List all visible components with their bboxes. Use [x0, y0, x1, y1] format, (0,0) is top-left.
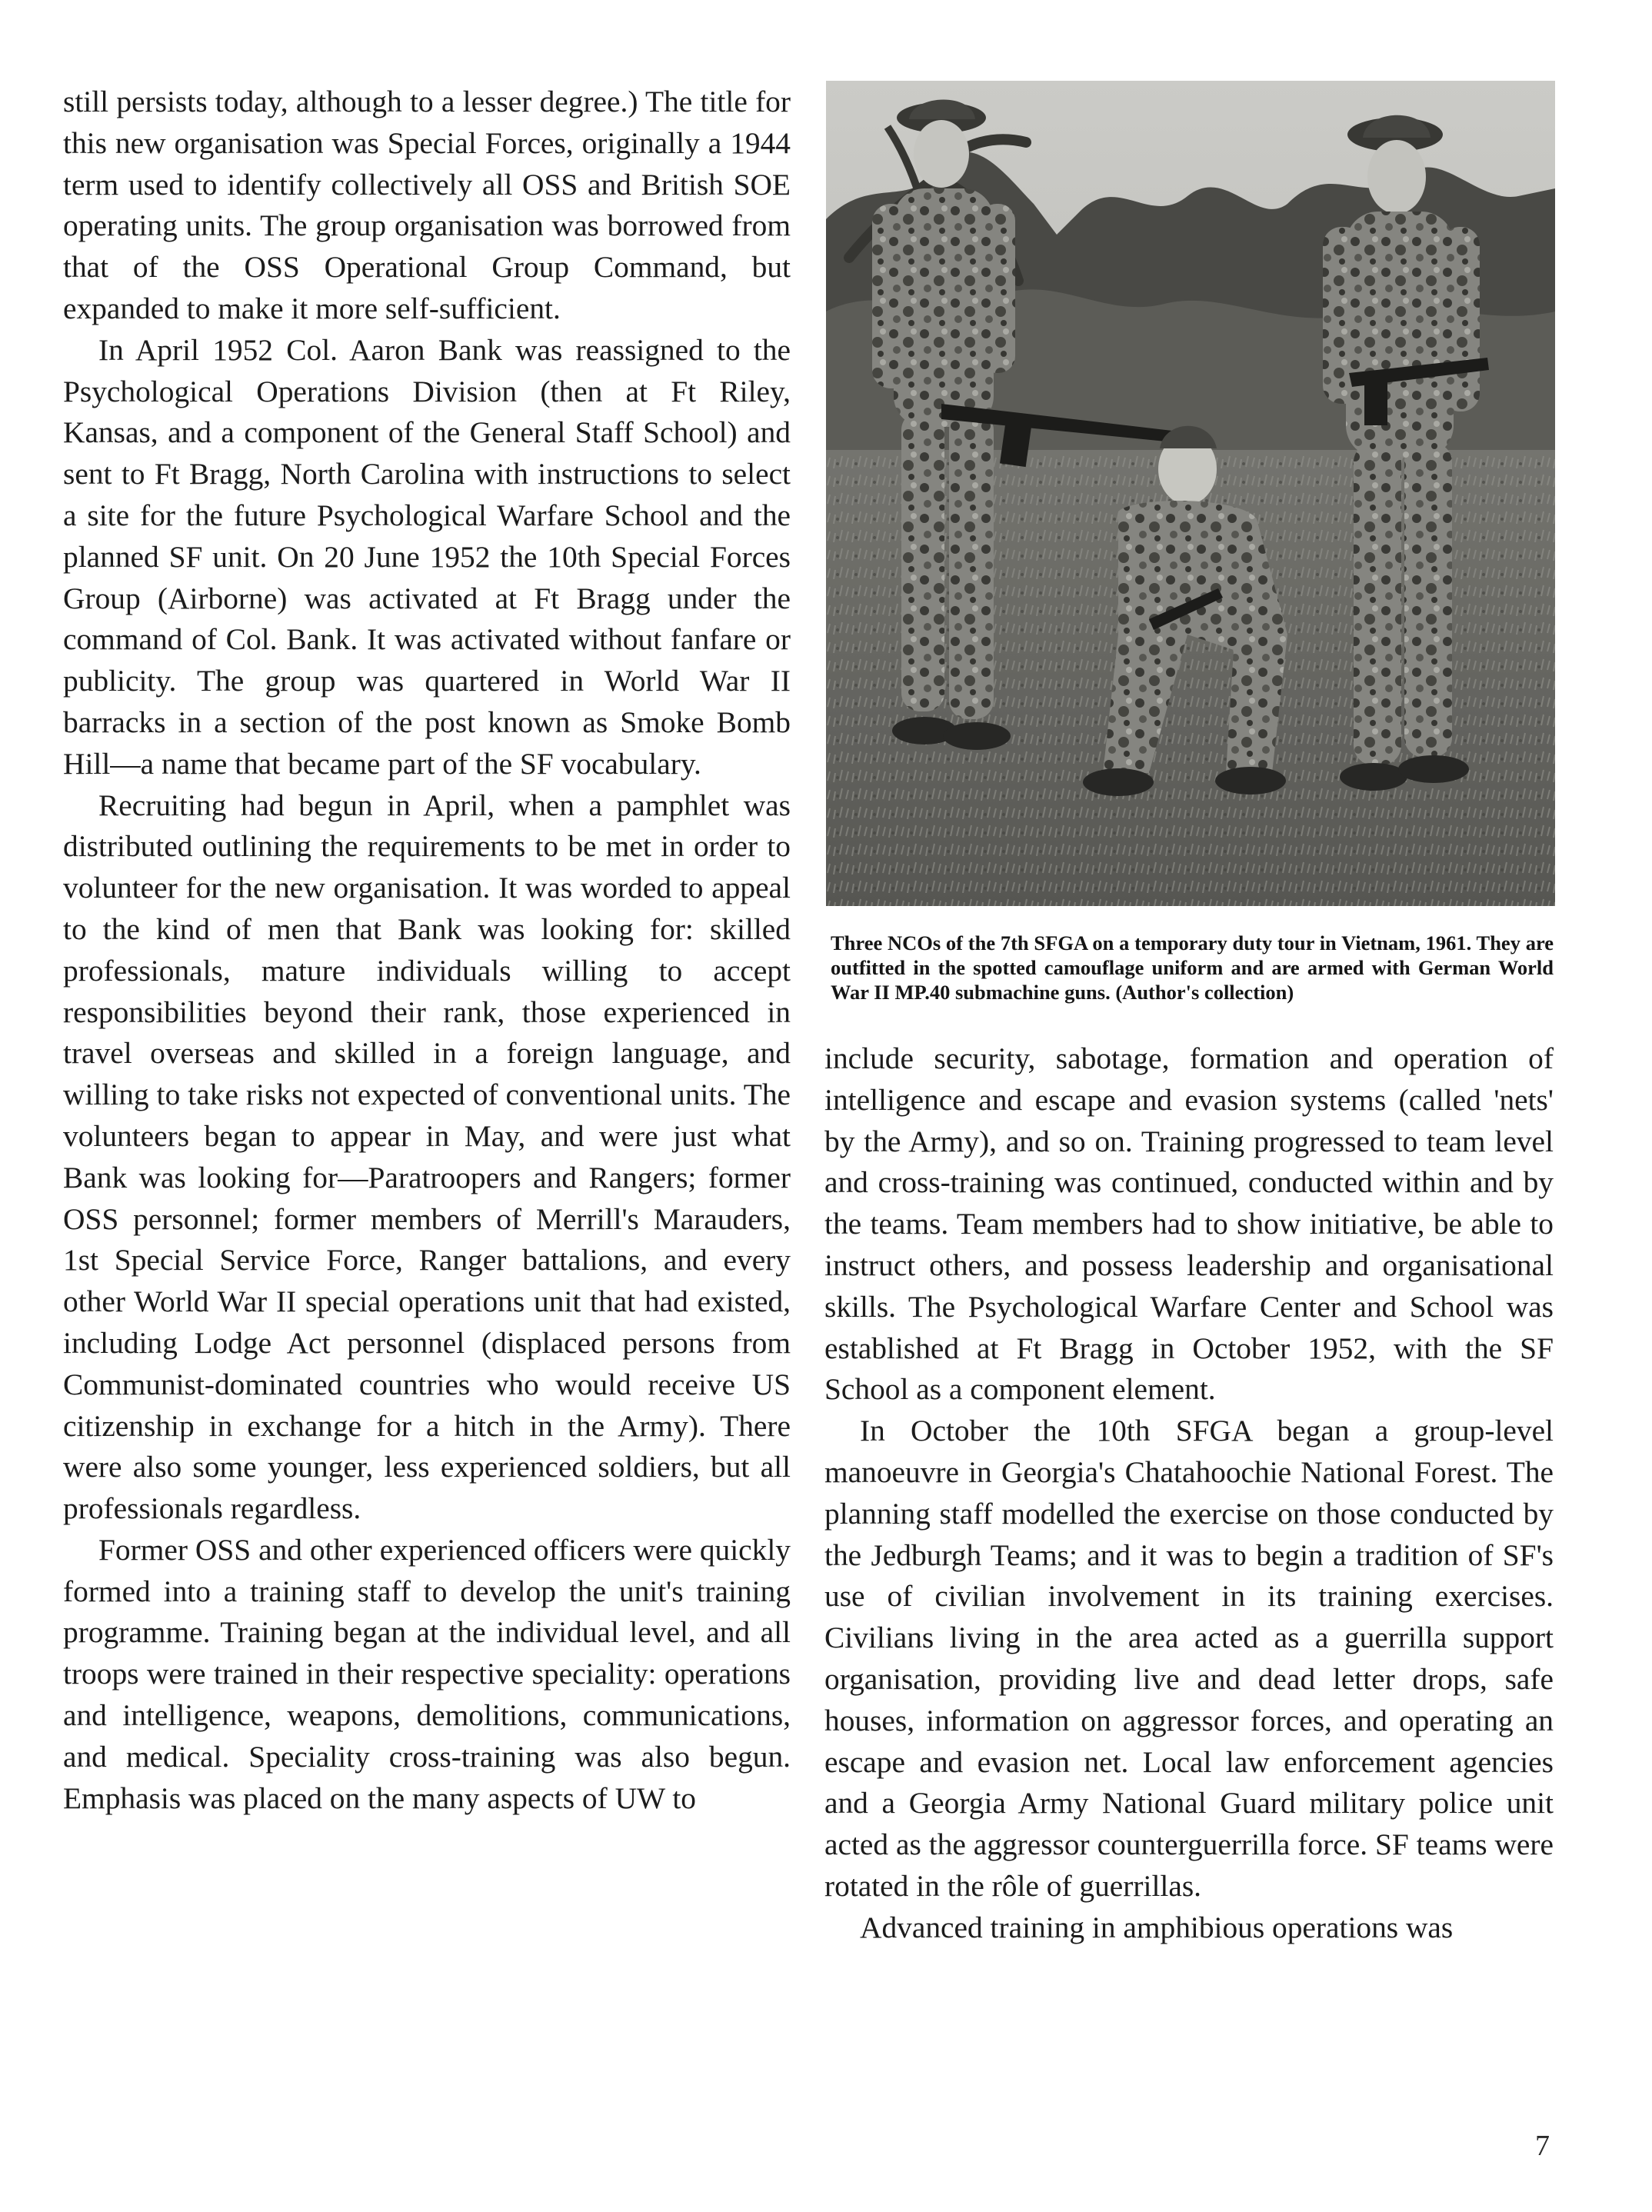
page-number: 7 [1535, 2130, 1550, 2162]
paragraph: include security, sabotage, formation and operation of intelligence and escape and evasion systems (called 'nets' by the Army), and so on. Training progressed to team level and cross-training was continued, conducted within and by the teams. Team members had to show initiative, be able to instruct others, and possess leadership and organisational skills. The Psychological Warfare Center and School was established at Ft Bragg in October 1952, with the SF School as a component element. [824, 1041, 1554, 1407]
paragraph: In October the 10th SFGA began a group-level manoeuvre in Georgia's Chatahoochie National Forest. The planning staff modelled the exercise on those conducted by the Jedburgh Teams; and it was to begin a tradition of SF's use of civilian involvement in its training exercises. Civilians living in the area acted as a guerrilla support organisation, providing live and dead letter drops, safe houses, information on aggressor forces, and operating an escape and evasion net. Local law enforcement agencies and a Georgia Army National Guard military police unit acted as the aggressor counterguerrilla force. SF teams were rotated in the rôle of guerrillas. [824, 1414, 1554, 1903]
paragraph: Recruiting had begun in April, when a pamphlet was distributed outlining the requirements to be met in order to volunteer for the new organisation. It was worded to appeal to the kind of men that Bank was looking for: skilled professionals, mature individuals willing to accept responsibilities beyond their rank, those experienced in travel overseas and skilled in a foreign language, and willing to take risks not expected of conventional units. The volunteers began to appear in May, and were just what Bank was looking for—Paratroopers and Rangers; former OSS personnel; former members of Merrill's Marauders, 1st Special Service Force, Ranger battalions, and every other World War II special operations unit that had existed, including Lodge Act personnel (displaced persons from Communist-dominated countries who would receive US citizenship in exchange for a hitch in the Army). There were also some younger, less experienced soldiers, but all professionals regardless. [63, 788, 791, 1526]
photo-caption: Three NCOs of the 7th SFGA on a temporary duty tour in Vietnam, 1961. They are outfitted in the spotted camouflage uniform and are armed with German World War II MP.40 submachine guns. (Author's collection) [831, 931, 1554, 1004]
paragraph: still persists today, although to a lesser degree.) The title for this new organisation was Special Forces, originally a 1944 term used to identify collectively all OSS and British SOE operating units. The group organisation was borrowed from that of the OSS Operational Group Command, but expanded to make it more self-sufficient. [63, 85, 791, 325]
paragraph: In April 1952 Col. Aaron Bank was reassigned to the Psychological Operations Division (then at Ft Riley, Kansas, and a component of the General Staff School) and sent to Ft Bragg, North Carolina with instructions to select a site for the future Psychological Warfare School and the planned SF unit. On 20 June 1952 the 10th Special Forces Group (Airborne) was activated at Ft Bragg under the command of Col. Bank. It was activated without fanfare or publicity. The group was quartered in World War II barracks in a section of the post known as Smoke Bomb Hill—a name that became part of the SF vocabulary. [63, 332, 791, 781]
paragraph: Advanced training in amphibious operations was [860, 1910, 1454, 1944]
left-text-column [63, 82, 791, 1819]
right-text-column [824, 1038, 1554, 1949]
paragraph: Former OSS and other experienced officers were quickly formed into a training staff to develop the unit's training programme. Training began at the individual level, and all troops were trained in their respective speciality: operations and intelligence, weapons, demolitions, communications, and medical. Speciality cross-training was also begun. Emphasis was placed on the many aspects of UW to [63, 1532, 791, 1815]
photograph-soldiers [826, 81, 1555, 906]
